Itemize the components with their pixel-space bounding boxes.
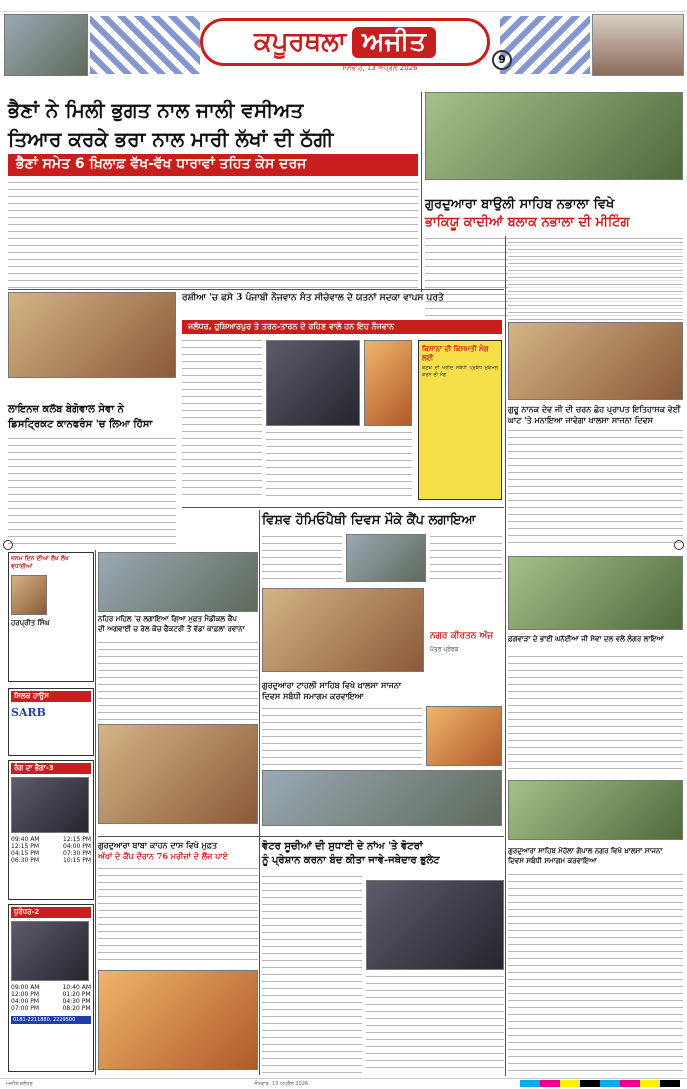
gurdwara-fatehgarh-headline-line1: ਗੁਰਦੁਆਰਾ ਟਾਹਲੀ ਸਾਹਿਬ ਵਿਖੇ ਖ਼ਾਲਸਾ ਸਾਜਨਾ <box>262 680 402 690</box>
community-photo <box>262 770 502 826</box>
guru-nanak-headline-line2: ਘਾਟ 'ਤੇ ਮਨਾਇਆ ਜਾਵੇਗਾ ਖਾਲਸਾ ਸਾਜਨਾ ਦਿਵਸ <box>508 415 653 425</box>
langar-photo <box>98 724 258 824</box>
nagar-kirtan-byline: ਪੱਤਰ ਪ੍ਰੇਰਕ <box>430 646 459 653</box>
column-divider <box>259 510 260 1075</box>
lead-article-body <box>8 180 418 288</box>
guru-nanak-body <box>508 428 683 548</box>
guru-nanak-headline <box>508 404 683 426</box>
birthday-ad <box>8 552 94 682</box>
russia-youth-photo-2 <box>364 340 412 426</box>
rail-factory-headline-line1: ਨਹਿਰ ਮਹਿਲ 'ਚ ਲਗਾਇਆ ਗਿਆ ਮੁਫ਼ਤ ਮੈਡੀਕਲ ਕੈਂਪ <box>98 614 237 623</box>
health-day-photo-2 <box>262 588 424 672</box>
movies-1-time: 06:30 PM <box>11 857 39 864</box>
russia-youth-body-col2 <box>266 430 412 498</box>
footer-right: ਸੋਮਵਾਰ, 13 ਅਪ੍ਰੈਲ 2026 <box>254 1081 309 1087</box>
lead-subheadline: ਭੈਣਾਂ ਸਮੇਤ 6 ਖ਼ਿਲਾਫ਼ ਵੱਖ-ਵੱਖ ਧਾਰਾਵਾਂ ਤਹਿਤ ਕੇਸ ਦਰਜ <box>8 154 418 176</box>
lead-headline-line2: ਤਿਆਰ ਕਰਕੇ ਭਰਾ ਨਾਲ ਮਾਰੀ ਲੱਖਾਂ ਦੀ ਠੱਗੀ <box>8 127 334 151</box>
kahan-das-headline-line2: ਅੱਖਾਂ ਦੇ ਕੈਂਪ ਦੌਰਾਨ 76 ਮਰੀਜ਼ਾਂ ਦੇ ਲੈਂਜ਼ ਪਾਏ <box>98 851 228 861</box>
masthead-right-photo <box>592 14 684 76</box>
russia-youth-headline: ਰਸ਼ੀਆ 'ਚ ਫਸੇ 3 ਪੰਜਾਬੀ ਨੌਜਵਾਨ ਸੰਤ ਸੀਚੇਵਾਲ ਦੇ ਯਤਨਾਂ ਸਦਕਾ ਵਾਪਸ ਪਰਤੇ <box>182 293 444 303</box>
movies-2-time: 04:00 PM <box>11 998 39 1005</box>
movies-1-title: ਰੰਗ ਦਾ ਭੈਂਗਾ-3 <box>11 763 91 774</box>
section-divider <box>182 507 504 508</box>
gopal-nagar-headline-line1: ਗੁਰਦੁਆਰਾ ਸਾਹਿਬ ਮੋਹੱਲਾ ਗੋਪਾਲ ਨਗਰ ਵਿਖੇ ਖ਼ਾਲਸਾ ਸਾਜਨਾ <box>508 846 663 855</box>
print-color-bar <box>520 1080 680 1087</box>
russia-youth-body-col1 <box>182 338 262 498</box>
movies-ad-1 <box>8 760 94 900</box>
health-day-body <box>262 534 342 584</box>
masthead-pattern-right <box>500 16 590 74</box>
movies-1-col-left <box>11 836 39 864</box>
voter-list-body-2 <box>366 974 504 1074</box>
page-number: 9 <box>492 50 512 70</box>
movies-2-time: 01:20 PM <box>62 991 91 998</box>
eye-camp-photo <box>98 970 258 1070</box>
gurdwara-bauli-headline <box>425 196 683 232</box>
lions-club-headline <box>8 402 176 432</box>
khalsa-news-headline: ਫ਼ਗਵਾੜਾ ਦੇ ਭਾਈ ਘਨੱਈਆ ਜੀ ਸੇਵਾ ਦਲ ਵਲੋਂ ਲੰਗਰ ਲਾਇਆ <box>508 634 665 643</box>
section-divider <box>98 836 504 837</box>
kahan-das-headline <box>98 840 258 862</box>
voter-list-body <box>262 874 362 1074</box>
column-divider <box>95 550 96 1075</box>
lead-headline <box>8 96 418 154</box>
gurdwara-fatehgarh-body <box>262 706 422 766</box>
movies-2-poster <box>11 921 89 981</box>
movies-2-col-left <box>11 984 39 1012</box>
column-divider <box>421 92 422 292</box>
masthead-pattern-left <box>90 16 200 74</box>
movies-2-showtimes <box>11 984 91 1012</box>
movies-1-time: 04:15 PM <box>11 850 39 857</box>
movies-1-time: 10:15 PM <box>63 857 91 864</box>
russia-youth-photo-1 <box>266 340 360 426</box>
khalsa-news-body <box>508 654 683 774</box>
registration-mark-icon <box>674 540 684 550</box>
rail-factory-headline <box>98 614 258 634</box>
farmers-photo-caption <box>425 182 683 190</box>
vein-ghat-photo <box>508 322 683 400</box>
gurdwara-bauli-headline-line2: ਭਾਕਿਯੂ ਕਾਦੀਆਂ ਬਲਾਕ ਨਭਾਲਾ ਦੀ ਮੀਟਿੰਗ <box>425 215 630 230</box>
gopal-nagar-headline <box>508 846 683 866</box>
lead-headline-line1: ਭੈਣਾਂ ਨੇ ਮਿਲੀ ਭੁਗਤ ਨਾਲ ਜਾਲੀ ਵਸੀਅਤ <box>8 98 304 122</box>
guru-nanak-headline-line1: ਗੁਰੂ ਨਾਨਕ ਦੇਵ ਜੀ ਦੀ ਚਰਨ ਛੋਹ ਪ੍ਰਾਪਤ ਇਤਿਹਾਸਕ ਵੇਈਂ <box>508 404 681 414</box>
lions-club-body <box>8 436 176 546</box>
column-divider <box>505 236 506 1076</box>
gurdwara-fatehgarh-headline-line2: ਦਿਵਸ ਸਬੰਧੀ ਸਮਾਗਮ ਕਰਵਾਇਆ <box>262 691 364 701</box>
movies-1-time: 04:00 PM <box>63 843 91 850</box>
health-day-body-2 <box>430 534 502 584</box>
rail-factory-photo <box>98 552 258 612</box>
dateline: ਸੋਮਵਾਰ, 13 ਅਪ੍ਰੈਲ 2026 <box>342 64 418 72</box>
gopal-nagar-photo <box>508 780 683 840</box>
farmers-meeting-photo <box>425 92 683 180</box>
shop-ad-title: ਸਿਲਕ ਹਾਊਸ <box>11 691 91 702</box>
health-day-photo-1 <box>346 534 426 582</box>
lions-club-headline-line2: ਡਿਸਟ੍ਰਿਕਟ ਕਾਨਫਰੰਸ 'ਚ ਲਿਆ ਹਿੱਸਾ <box>8 419 153 430</box>
movies-2-time: 10:40 AM <box>62 984 91 991</box>
movies-1-time: 12:15 PM <box>63 836 91 843</box>
right-column-body-1 <box>508 240 683 320</box>
shop-ad-brand: SARB <box>11 706 46 719</box>
movies-2-time: 08:20 PM <box>62 1005 91 1012</box>
kahan-das-headline-line1: ਗੁਰਦੁਆਰਾ ਬਾਬਾ ਕਾਹਨ ਦਾਸ ਵਿਖੇ ਮੁਫ਼ਤ <box>98 840 218 850</box>
movies-1-col-right <box>63 836 91 864</box>
birthday-ad-photo <box>11 575 47 615</box>
gopal-nagar-body <box>508 872 683 1072</box>
movies-1-showtimes <box>11 836 91 864</box>
gurdwara-bauli-headline-line1: ਗੁਰਦੁਆਰਾ ਬਾਉਲੀ ਸਾਹਿਬ ਨਭਾਲਾ ਵਿਖੇ <box>425 197 615 212</box>
movies-2-time: 07:00 PM <box>11 1005 39 1012</box>
movies-1-time: 09:40 AM <box>11 836 40 843</box>
rail-factory-body <box>98 640 258 720</box>
voter-list-headline <box>262 840 504 868</box>
masthead-left-photo <box>4 14 88 76</box>
health-day-headline: ਵਿਸ਼ਵ ਹੋਮਿਓਪੈਥੀ ਦਿਵਸ ਮੌਕੇ ਕੈਂਪ ਲਗਾਇਆ <box>262 513 476 528</box>
special-notice-body: ਕਣਕ ਦੀ ਖਰੀਦ ਸਬੰਧੀ ਪ੍ਰਬੰਧ ਮੁਕੰਮਲ ਕਰਨ ਦੀ ਮੰਗ <box>422 365 498 378</box>
lions-club-caption <box>8 380 176 396</box>
rail-factory-headline-line2: ਦੀ ਅਗਵਾਈ ਚ ਰੇਲ ਕੋਚ ਫੈਕਟਰੀ ਤੋਂ ਵੱਡਾ ਕਾਫ਼ਲਾ ਰਵਾਨਾ <box>98 624 245 633</box>
lions-club-photo <box>8 292 176 378</box>
birthday-ad-title: ਜਨਮ ਦਿਨ ਦੀਆਂ ਲੱਖ ਲੱਖ ਵਧਾਈਆਂ <box>11 555 69 570</box>
nagar-kirtan-headline: ਨਗਰ ਕੀਰਤਨ ਅੱਜ <box>430 631 494 641</box>
section-divider <box>8 289 504 290</box>
movies-1-poster <box>11 777 89 833</box>
lions-club-headline-line1: ਲਾਇਨਜ਼ ਕਲੱਬ ਬੇਗੋਵਾਲ ਸੇਵਾ ਨੇ <box>8 404 124 415</box>
footer-left: ਅਜੀਤ ਜਲੰਧਰ <box>6 1081 33 1087</box>
birthday-ad-name: ਹਰਪ੍ਰੀਤ ਸਿੰਘ <box>11 618 50 627</box>
gopal-nagar-headline-line2: ਦਿਵਸ ਸਬੰਧੀ ਸਮਾਗਮ ਕਰਵਾਇਆ <box>508 856 597 865</box>
khalsa-event-photo <box>508 556 683 630</box>
movies-1-time: 12:15 PM <box>11 843 39 850</box>
movies-2-col-right <box>63 984 91 1012</box>
special-notice-box <box>418 340 502 500</box>
voter-list-headline-line2: ਨੂੰ ਪ੍ਰੇਸ਼ਾਨ ਕਰਨਾ ਬੰਦ ਕੀਤਾ ਜਾਵੇ-ਜਥੇਦਾਰ ਭੁਲੇਟ <box>262 855 440 866</box>
movies-2-time: 12:00 PM <box>11 991 39 998</box>
print-header-strip <box>0 0 687 12</box>
kahan-das-body <box>98 866 258 966</box>
movies-1-time: 07:30 PM <box>63 850 91 857</box>
movies-2-phone: 0181-2211880, 2229500 <box>11 1016 91 1024</box>
voter-list-photo <box>366 880 504 970</box>
newspaper-logo <box>200 18 490 66</box>
voter-list-headline-line1: ਵੋਟਰ ਸੂਚੀਆਂ ਦੀ ਸੁਧਾਈ ਦੇ ਨਾਂਅ 'ਤੇ ਵੋਟਰਾਂ <box>262 841 423 852</box>
logo-title-right: ਅਜੀਤ <box>352 27 436 58</box>
shop-ad <box>8 688 94 756</box>
gurdwara-fatehgarh-headline <box>262 680 502 702</box>
movies-2-title: ਧੁਰੰਧਰ-2 <box>11 907 91 918</box>
movies-ad-2 <box>8 904 94 1072</box>
gurdwara-fatehgarh-photo <box>426 706 502 766</box>
movies-2-time: 04:30 PM <box>62 998 91 1005</box>
logo-title-left: ਕਪੂਰਥਲਾ <box>254 26 347 57</box>
registration-mark-icon <box>3 540 13 550</box>
russia-youth-subheadline: ਜਲੰਧਰ, ਹੁਸ਼ਿਆਰਪੁਰ ਤੇ ਤਰਨ-ਤਾਰਨ ਦੇ ਰਹਿਣ ਵਾਲੇ ਹਨ ਇਹ ਨੌਜਵਾਨ <box>182 320 502 334</box>
movies-2-time: 09:00 AM <box>11 984 40 991</box>
special-notice-title: ਕਿਸਾਨਾਂ ਦੀ ਕਿਸਮਤੀ ਮੰਗ ਲਈ <box>422 344 489 362</box>
